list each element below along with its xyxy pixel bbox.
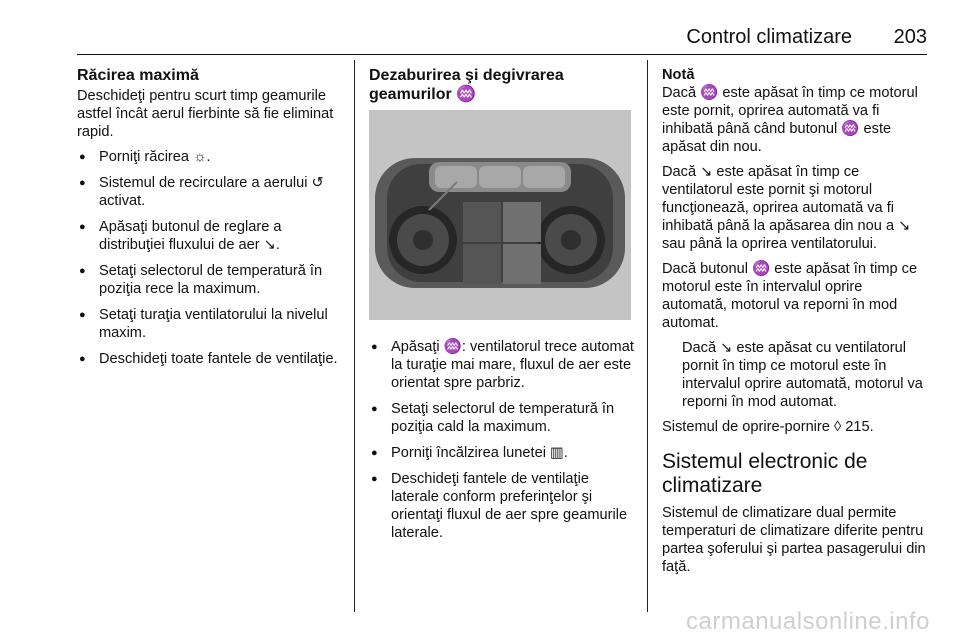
column-3	[662, 60, 930, 583]
intro-paragraph: Deschideţi pentru scurt timp geamurile astfel încât aerul fierbinte să fie eliminat rapid.	[77, 88, 334, 140]
watermark: carmanualsonline.info	[686, 608, 930, 635]
column-divider-2	[647, 60, 648, 612]
note-paragraph: Dacă ↘ este apăsat în timp ce ventilatorul este pornit şi motorul funcţionează, oprirea automată va fi inhibată până la apăsarea din nou a ↘ sau până la oprirea ventilatorului.	[662, 164, 911, 252]
column-1	[77, 60, 345, 376]
list-item: ● Apăsaţi ♒: ventilatorul trece automat la turaţie mai mare, fluxul de aer este orientat spre parbriz.	[369, 338, 635, 392]
section-heading-max-cooling: Răcirea maximă	[77, 67, 199, 84]
climate-control-photo	[369, 110, 631, 320]
climate-panel-illustration	[369, 110, 631, 320]
column-2	[369, 60, 635, 550]
list-item: ● Setaţi selectorul de temperatură în poziţia cald la maximum.	[369, 400, 635, 436]
note-title: Notă	[662, 67, 695, 83]
list-item: ● Porniţi răcirea ☼.	[77, 148, 345, 166]
list-item: ● Sistemul de recirculare a aerului ↺ activat.	[77, 174, 345, 210]
note-paragraph: Dacă ♒ este apăsat în timp ce motorul este pornit, oprirea automată va fi inhibată până când butonul ♒ este apăsat din nou.	[662, 85, 918, 155]
note-paragraph: Dacă butonul ♒ este apăsat în timp ce motorul este în intervalul oprire automată, motorul va reporni în mod automat.	[662, 261, 918, 331]
page-number: 203	[893, 26, 927, 48]
list-item: ● Deschideţi fantele de ventilaţie laterale conform preferinţelor şi orientaţi fluxul de aer spre geamurile laterale.	[369, 470, 635, 542]
page-header-title: Control climatizare	[686, 26, 852, 48]
list-item: ● Setaţi selectorul de temperatură în poziţia rece la maximum.	[77, 262, 345, 298]
header-rule	[77, 54, 927, 55]
section-heading-defog: Dezaburirea şi degivrarea geamurilor ♒	[369, 67, 564, 103]
list-item: ● Porniţi încălzirea lunetei ▥.	[369, 444, 635, 462]
list-item: ● Setaţi turaţia ventilatorului la nivelul maxim.	[77, 306, 345, 342]
list-item: ● Deschideţi toate fantele de ventilaţie.	[77, 350, 345, 368]
cross-reference: Sistemul de oprire-pornire ◊ 215.	[662, 419, 874, 435]
section-heading-electronic-climate: Sistemul electronic de climatizare	[662, 450, 868, 497]
body-paragraph: Sistemul de climatizare dual permite temperaturi de climatizare diferite pentru partea şoferului şi partea pasagerului din faţă.	[662, 505, 926, 575]
note-paragraph: Dacă ↘ este apăsat cu ventilatorul pornit în timp ce motorul este în intervalul oprire automată, motorul va reporni în mod automat.	[682, 340, 923, 410]
list-item: ● Apăsaţi butonul de reglare a distribuţiei fluxului de aer ↘.	[77, 218, 345, 254]
column-divider-1	[354, 60, 355, 612]
